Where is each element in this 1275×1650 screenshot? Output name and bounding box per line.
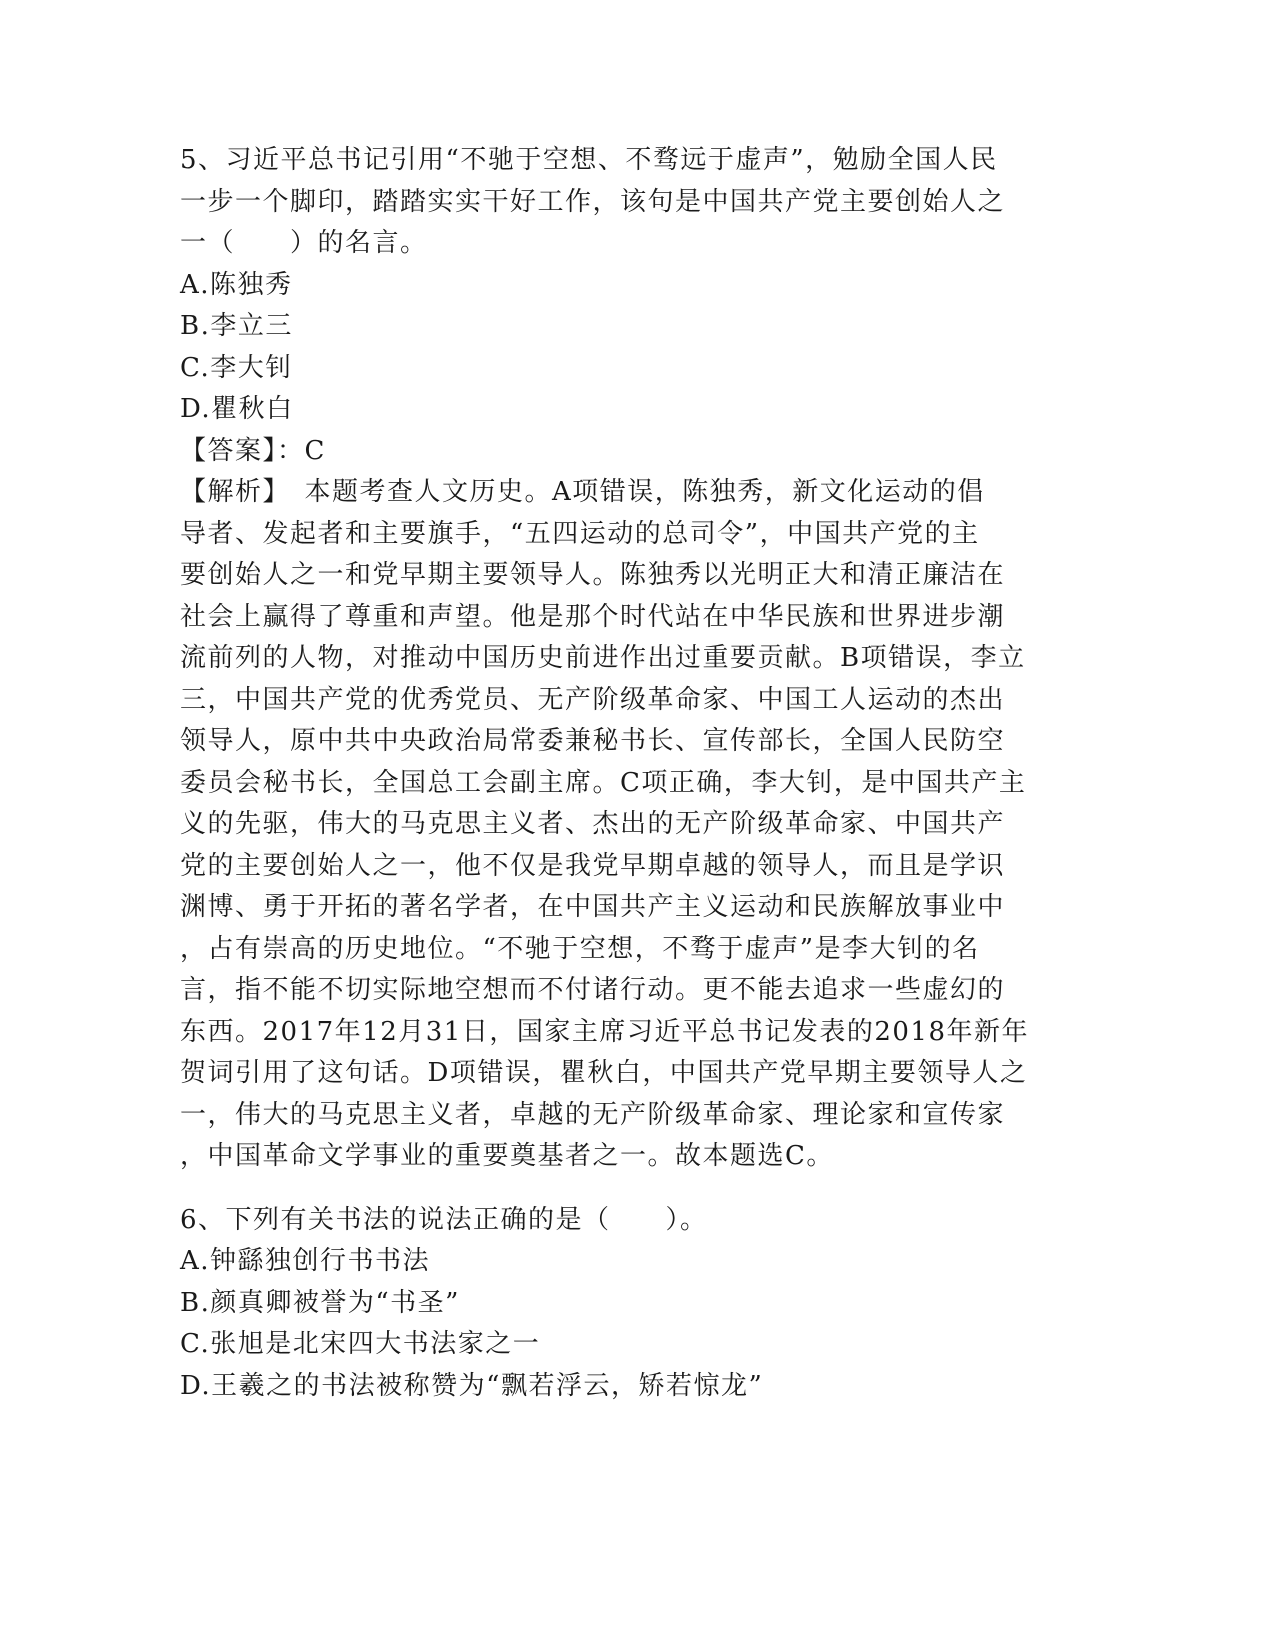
explanation-line: 流前列的人物，对推动中国历史前进作出过重要贡献。B项错误，李立: [180, 643, 1026, 673]
question-6-option-a: A.钟繇独创行书书法: [180, 1246, 431, 1276]
question-5-stem-line: 一（ ）的名言。: [180, 228, 428, 258]
question-5-stem-line: 5、习近平总书记引用“不驰于空想、不骛远于虚声”，勉励全国人民: [180, 145, 998, 175]
explanation-line: 要创始人之一和党早期主要领导人。陈独秀以光明正大和清正廉洁在: [180, 560, 1006, 590]
explanation-line: 【解析】 本题考查人文历史。A项错误，陈独秀，新文化运动的倡: [180, 477, 985, 507]
question-5-answer: 【答案】：C: [180, 435, 326, 466]
explanation-line: 导者、发起者和主要旗手，“五四运动的总司令”，中国共产党的主: [180, 518, 980, 549]
question-6-option-b: B.颜真卿被誉为“书圣”: [180, 1287, 460, 1318]
question-5-stem-line: 一步一个脚印，踏踏实实干好工作，该句是中国共产党主要创始人之: [180, 186, 1006, 217]
explanation-line: 言，指不能不切实际地空想而不付诸行动。更不能去追求一些虚幻的: [180, 975, 1006, 1005]
explanation-line: ，中国革命文学事业的重要奠基者之一。故本题选C。: [180, 1141, 834, 1171]
question-5: [180, 140, 1035, 1178]
explanation-line: 东西。2017年12月31日，国家主席习近平总书记发表的2018年新年: [180, 1016, 1030, 1047]
explanation-line: 三，中国共产党的优秀党员、无产阶级革命家、中国工人运动的杰出: [180, 684, 1006, 715]
explanation-line: 义的先驱，伟大的马克思主义者、杰出的无产阶级革命家、中国共产: [180, 809, 1006, 839]
question-spacer: [180, 1178, 1035, 1200]
question-5-option-d: D.瞿秋白: [180, 394, 294, 424]
explanation-line: 一，伟大的马克思主义者，卓越的无产阶级革命家、理论家和宣传家: [180, 1099, 1006, 1130]
question-6-option-d: D.王羲之的书法被称赞为“飘若浮云，矫若惊龙”: [180, 1370, 764, 1401]
explanation-line: 贺词引用了这句话。D项错误，瞿秋白，中国共产党早期主要领导人之: [180, 1058, 1028, 1088]
explanation-line: 委员会秘书长，全国总工会副主席。C项正确，李大钊，是中国共产主: [180, 767, 1027, 798]
question-6-option-c: C.张旭是北宋四大书法家之一: [180, 1329, 541, 1359]
question-5-option-b: B.李立三: [180, 311, 293, 341]
document-page: [180, 140, 1035, 1407]
question-5-option-c: C.李大钊: [180, 352, 293, 383]
explanation-line: 领导人，原中共中央政治局常委兼秘书长、宣传部长，全国人民防空: [180, 726, 1006, 756]
explanation-line: 社会上赢得了尊重和声望。他是那个时代站在中华民族和世界进步潮: [180, 601, 1006, 632]
question-6-stem-line: 6、下列有关书法的说法正确的是（ ）。: [180, 1204, 708, 1235]
question-5-option-a: A.陈独秀: [180, 269, 293, 300]
question-5-explanation: [180, 472, 1035, 1178]
explanation-line: 渊博、勇于开拓的著名学者，在中国共产主义运动和民族解放事业中: [180, 892, 1006, 922]
explanation-line: 党的主要创始人之一，他不仅是我党早期卓越的领导人，而且是学识: [180, 850, 1006, 881]
explanation-line: ，占有崇高的历史地位。“不驰于空想，不骛于虚声”是李大钊的名: [180, 933, 980, 964]
question-6: [180, 1200, 1035, 1408]
